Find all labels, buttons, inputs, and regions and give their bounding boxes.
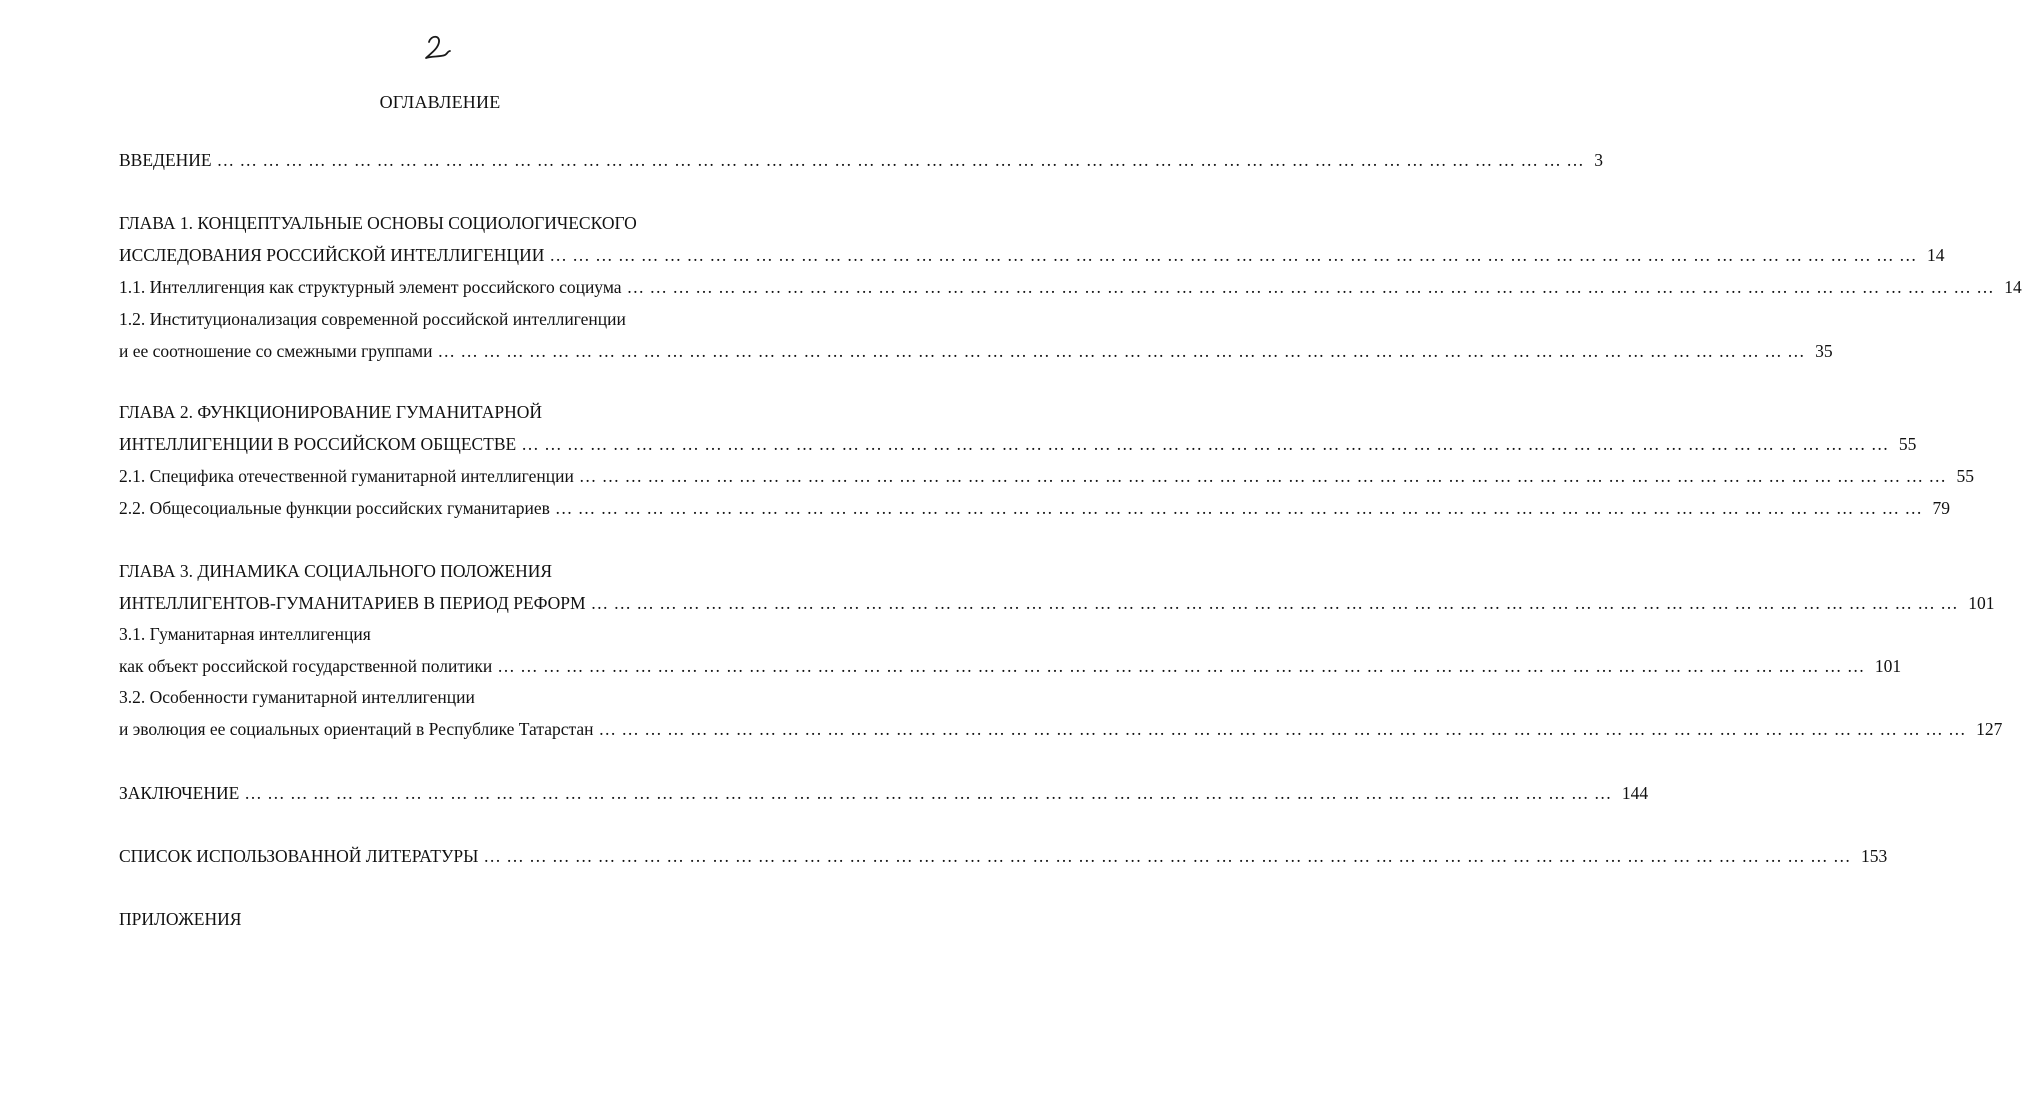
toc-entry-chapter-3 (119, 591, 1995, 615)
chapter-1-title-line1: ГЛАВА 1. КОНЦЕПТУАЛЬНЫЕ ОСНОВЫ СОЦИОЛОГИЧЕСКОГО (119, 213, 637, 233)
toc-entry-label: СПИСОК ИСПОЛЬЗОВАННОЙ ЛИТЕРАТУРЫ (119, 846, 479, 866)
toc-entry-page: 153 (1861, 846, 1888, 866)
leader-dots: … … … … … … … … … … … … … … … … … … … … … … … … … … … … … … … … … … … … … … … … … … … … … … … … … … … … … … … … … … … … (590, 593, 1959, 613)
toc-entry-section-2-1 (119, 464, 1974, 488)
toc-entry-page: 101 (1874, 656, 1902, 676)
toc-entry-references (119, 844, 1888, 868)
toc-entry-label: 2.2. Общесоциальные функции российских гуманитариев (119, 498, 550, 518)
toc-entry-page: 3 (1594, 150, 1604, 170)
leader-dots: … … … … … … … … … … … … … … … … … … … … … … … … … … … … … … … … … … … … … … … … … … … … … … … … … … … … … … … … … … … … (521, 434, 1889, 454)
toc-entry-label: ЗАКЛЮЧЕНИЕ (119, 783, 240, 803)
leader-dots: … … … … … … … … … … … … … … … … … … … … … … … … … … … … … … … … … … … … … … … … … … … … … … … … … … … … … … … … … … … … (437, 341, 1806, 361)
toc-entry-label: ВВЕДЕНИЕ (119, 150, 212, 170)
section-3-2-title-line1: 3.2. Особенности гуманитарной интеллигенции (119, 687, 475, 707)
leader-dots: … … … … … … … … … … … … … … … … … … … … … … … … … … … … … … … … … … … … … … … … … … … … … … … … … … … … … … … … … … … … (216, 150, 1585, 170)
section-3-1-title-line2: как объект российской государственной политики (119, 656, 493, 676)
toc-entry-section-3-2 (119, 717, 2003, 741)
section-3-2-title-line2: и эволюция ее социальных ориентаций в Республике Татарстан (119, 719, 594, 739)
handwritten-page-number (412, 30, 462, 66)
chapter-3-title-line1: ГЛАВА 3. ДИНАМИКА СОЦИАЛЬНОГО ПОЛОЖЕНИЯ (119, 561, 553, 581)
toc-entry-page: 35 (1815, 341, 1833, 361)
toc-entry-section-1-2 (119, 339, 1833, 363)
toc-entry-section-1-1 (119, 275, 2022, 299)
toc-entry-page: 14 (2004, 277, 2022, 297)
section-3-1-title-line1: 3.1. Гуманитарная интеллигенция (119, 624, 371, 644)
toc-entry-chapter-1 (119, 243, 1945, 267)
toc-entry-page: 127 (1976, 719, 2003, 739)
toc-entry-chapter-2 (119, 432, 1917, 456)
section-1-2-title-line2: и ее соотношение со смежными группами (119, 341, 433, 361)
leader-dots: … … … … … … … … … … … … … … … … … … … … … … … … … … … … … … … … … … … … … … … … … … … … … … … … … … … … … … … … … … … … (549, 245, 1917, 265)
section-1-2-title-line1: 1.2. Институционализация современной российской интеллигенции (119, 309, 626, 329)
toc-entry-label: 1.1. Интеллигенция как структурный элемент российского социума (119, 277, 622, 297)
leader-dots: … … … … … … … … … … … … … … … … … … … … … … … … … … … … … … … … … … … … … … … … … … … … … … … … … … … … … … … … … … … … (598, 719, 1967, 739)
toc-entry-page: 101 (1968, 593, 1995, 613)
chapter-1-title-line2: ИССЛЕДОВАНИЯ РОССИЙСКОЙ ИНТЕЛЛИГЕНЦИИ (119, 245, 545, 265)
toc-entry-page: 55 (1898, 434, 1917, 454)
toc-entry-page: 55 (1956, 466, 1974, 486)
toc-entry-intro (119, 148, 1604, 172)
leader-dots: … … … … … … … … … … … … … … … … … … … … … … … … … … … … … … … … … … … … … … … … … … … … … … … … … … … … … … … … … … … … (578, 466, 1947, 486)
leader-dots: … … … … … … … … … … … … … … … … … … … … … … … … … … … … … … … … … … … … … … … … … … … … … … … … … … … … … … … … … … … … (483, 846, 1851, 866)
toc-entry-page: 79 (1932, 498, 1950, 518)
chapter-2-title-line1: ГЛАВА 2. ФУНКЦИОНИРОВАНИЕ ГУМАНИТАРНОЙ (119, 402, 542, 422)
toc-entry-page: 14 (1926, 245, 1945, 265)
toc-title: ОГЛАВЛЕНИЕ (379, 92, 501, 112)
leader-dots: … … … … … … … … … … … … … … … … … … … … … … … … … … … … … … … … … … … … … … … … … … … … … … … … … … … … … … … … … … … … (626, 277, 1995, 297)
leader-dots: … … … … … … … … … … … … … … … … … … … … … … … … … … … … … … … … … … … … … … … … … … … … … … … … … … … … … … … … … … … … (497, 656, 1865, 676)
toc-entry-page: 144 (1621, 783, 1649, 803)
chapter-2-title-line2: ИНТЕЛЛИГЕНЦИИ В РОССИЙСКОМ ОБЩЕСТВЕ (119, 434, 517, 454)
toc-entry-label: 2.1. Специфика отечественной гуманитарной интеллигенции (119, 466, 574, 486)
chapter-3-title-line2: ИНТЕЛЛИГЕНТОВ-ГУМАНИТАРИЕВ В ПЕРИОД РЕФОРМ (119, 593, 586, 613)
leader-dots: … … … … … … … … … … … … … … … … … … … … … … … … … … … … … … … … … … … … … … … … … … … … … … … … … … … … … … … … … … … … (244, 783, 1612, 803)
toc-entry-conclusion (119, 781, 1649, 805)
leader-dots: … … … … … … … … … … … … … … … … … … … … … … … … … … … … … … … … … … … … … … … … … … … … … … … … … … … … … … … … … … … … (554, 498, 1923, 518)
toc-entry-section-3-1 (119, 654, 1902, 678)
toc-entry-appendix: ПРИЛОЖЕНИЯ (119, 909, 242, 929)
toc-entry-section-2-2 (119, 496, 1950, 520)
